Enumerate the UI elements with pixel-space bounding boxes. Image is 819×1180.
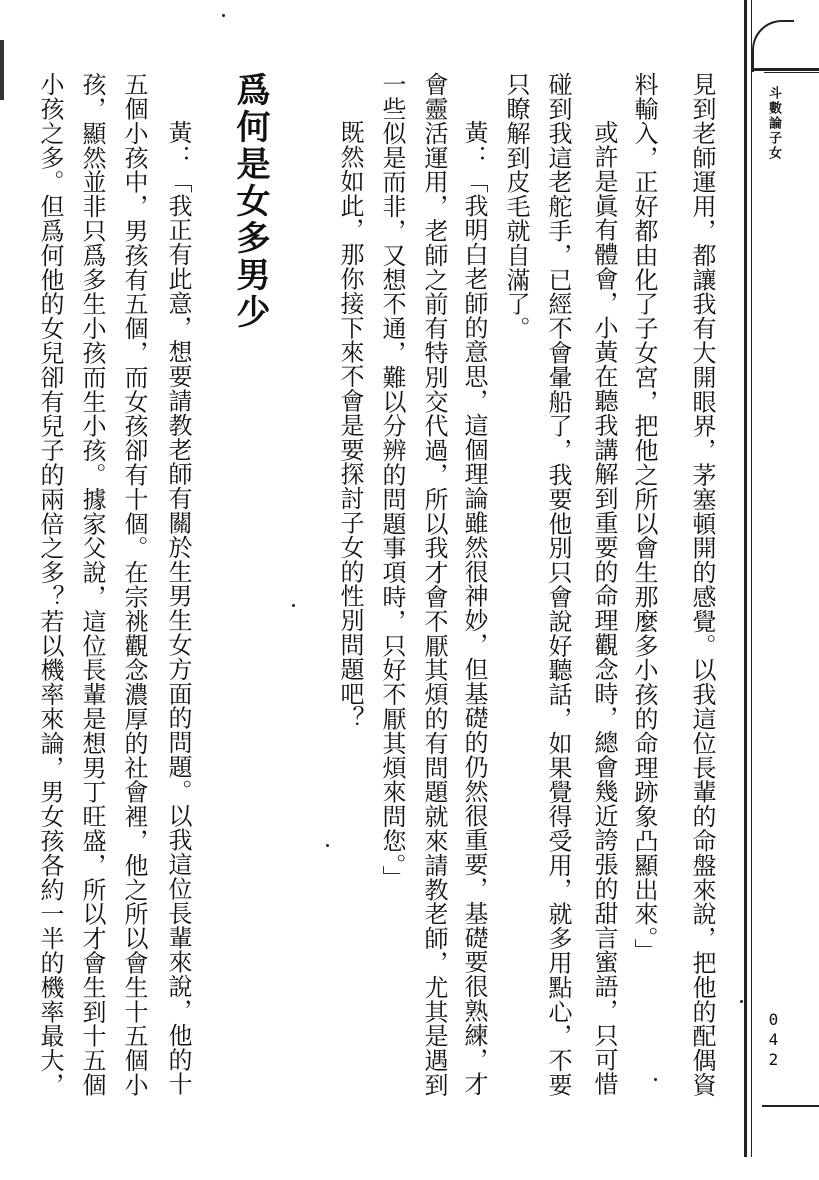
- text-column: 小孩之多。但爲何他的女兒卻有兒子的兩倍之多？若以機率來論，男女孩各約一半的機率最大，: [36, 72, 64, 1097]
- text-column: 既然如此，那你接下來不會是要探討子女的性別問題吧？: [336, 120, 364, 730]
- text-column: 見到老師運用，都讓我有大開眼界，茅塞頓開的感覺。以我這位長輩的命盤來說，把他的配偶資: [688, 72, 716, 1097]
- margin-ornament: [752, 20, 794, 72]
- text-column: 或許是眞有體會，小黃在聽我講解到重要的命理觀念時，總會幾近誇張的甜言蜜語，只可惜: [590, 120, 618, 1096]
- scan-speck: [222, 14, 225, 17]
- margin-rule-top: [752, 68, 819, 71]
- text-column: 碰到我這老舵手，已經不會暈船了，我要他別只會說好聽話，如果覺得受用，就多用點心，不要: [544, 72, 572, 1097]
- margin-rule-top-thin: [764, 72, 819, 73]
- text-column: 五個小孩中，男孩有五個，而女孩卻有十個。在宗祧觀念濃厚的社會裡，他之所以會生十五個小: [120, 72, 148, 1097]
- scan-edge-mark: [0, 40, 4, 100]
- scan-speck: [326, 844, 329, 847]
- margin-rule: [744, 0, 747, 1157]
- text-column: 黃：「我明白老師的意思，這個理論雖然很神妙，但基礎的仍然很重要，基礎要很熟練，才: [460, 120, 488, 1096]
- scan-speck: [292, 604, 295, 607]
- text-column: 會靈活運用，老師之前有特別交代過，所以我才會不厭其煩的有問題就來請教老師，尤其是遇到: [420, 72, 448, 1097]
- margin-rule-thin: [751, 0, 752, 1157]
- text-column: 孩，顯然並非只爲多生小孩而生小孩。據家父說，這位長輩是想男丁旺盛，所以才會生到十五個: [78, 72, 106, 1097]
- text-column: 只瞭解到皮毛就自滿了。: [502, 72, 530, 341]
- page-number: 042: [764, 1010, 783, 1070]
- text-column: 一些似是而非，又想不通，難以分辨的問題事項時，只好不厭其煩來問您。」: [378, 72, 406, 890]
- section-heading: 爲何是女多男少: [230, 72, 270, 331]
- text-column: 黃：「我正有此意，想要請教老師有關於生男生女方面的問題。以我這位長輩來說，他的十: [164, 120, 192, 1096]
- running-head: 斗數論子女: [766, 86, 781, 161]
- scan-speck: [740, 1000, 743, 1003]
- text-column: 料輸入，正好都由化了子女宮，把他之所以會生那麼多小孩的命理跡象凸顯出來。」: [630, 72, 658, 963]
- margin-rule-bottom: [762, 1105, 819, 1107]
- scan-speck: [654, 1078, 657, 1081]
